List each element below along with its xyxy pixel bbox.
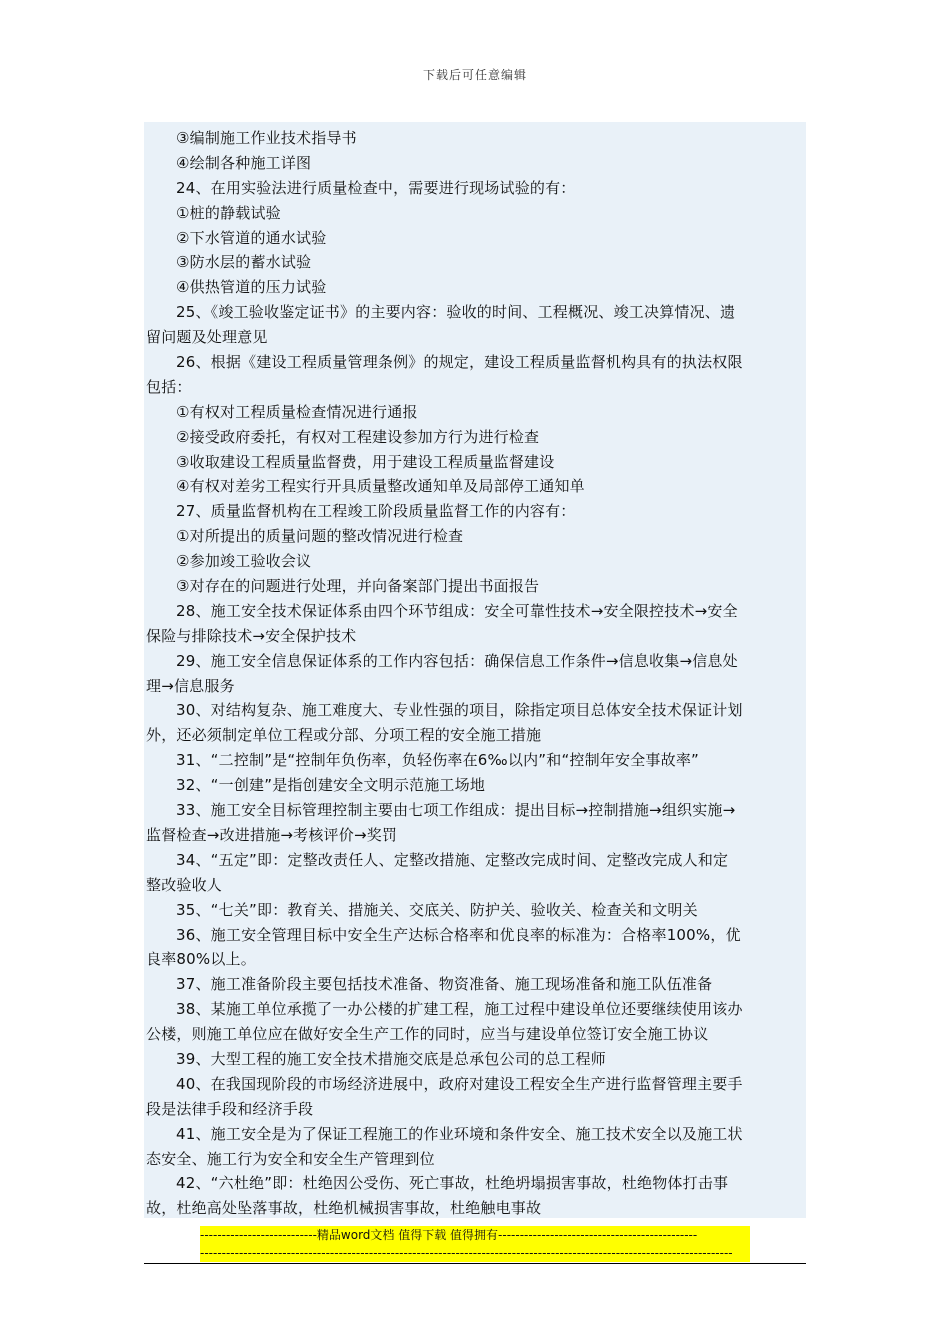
text-line: ③对存在的问题进行处理，并向备案部门提出书面报告 [176,577,540,596]
footer-banner [200,1226,750,1262]
text-line: 保险与排除技术→安全保护技术 [146,626,357,645]
text-line: 27、质量监督机构在工程竣工阶段质量监督工作的内容有： [176,502,576,521]
text-line: 26、根据《建设工程质量管理条例》的规定，建设工程质量监督机构具有的执法权限 [176,353,743,372]
document-body [144,122,806,1218]
text-line: 34、“五定”即：定整改责任人、定整改措施、定整改完成时间、定整改完成人和定 [176,850,729,869]
text-line: 监督检查→改进措施→考核评价→奖罚 [146,825,398,844]
text-line: 33、施工安全目标管理控制主要由七项工作组成：提出目标→控制措施→组织实施→ [176,801,736,820]
text-line: ①桩的静载试验 [176,203,281,222]
text-line: 故，杜绝高处坠落事故，杜绝机械损害事故，杜绝触电事故 [146,1199,542,1218]
text-line: ②接受政府委托，有权对工程建设参加方行为进行检查 [176,427,540,446]
text-line: 39、大型工程的施工安全技术措施交底是总承包公司的总工程师 [176,1049,606,1068]
text-line: 32、“一创建”是指创建安全文明示范施工场地 [176,776,486,795]
text-line: 36、施工安全管理目标中安全生产达标合格率和优良率的标准为：合格率100%，优 [176,925,741,944]
text-line: ④供热管道的压力试验 [176,278,327,297]
text-line: 外，还必须制定单位工程或分部、分项工程的安全施工措施 [146,726,542,745]
text-line: 25、《竣工验收鉴定证书》的主要内容：验收的时间、工程概况、竣工决算情况、遗 [176,303,736,322]
text-line: ①对所提出的质量问题的整改情况进行检查 [176,527,464,546]
text-lines [144,122,806,1218]
text-line: 31、“二控制”是“控制年负伤率，负轻伤率在6‰以内”和“控制年安全事故率” [176,751,699,770]
text-line: ③防水层的蓄水试验 [176,253,312,272]
text-line: 29、施工安全信息保证体系的工作内容包括：确保信息工作条件→信息收集→信息处 [176,651,738,670]
text-line: 理→信息服务 [146,676,235,695]
text-line: ①有权对工程质量检查情况进行通报 [176,402,418,421]
footer-divider [144,1263,806,1264]
text-line: 24、在用实验法进行质量检查中，需要进行现场试验的有： [176,178,576,197]
text-line: 28、施工安全技术保证体系由四个环节组成：安全可靠性技术→安全限控技术→安全 [176,601,738,620]
text-line: 40、在我国现阶段的市场经济进展中，政府对建设工程安全生产进行监督管理主要手 [176,1074,743,1093]
text-line: 37、施工准备阶段主要包括技术准备、物资准备、施工现场准备和施工队伍准备 [176,975,713,994]
text-line: 38、某施工单位承揽了一办公楼的扩建工程，施工过程中建设单位还要继续使用该办 [176,1000,743,1019]
text-line: 公楼，则施工单位应在做好安全生产工作的同时，应当与建设单位签订安全施工协议 [146,1025,709,1044]
text-line: 30、对结构复杂、施工难度大、专业性强的项目，除指定项目总体安全技术保证计划 [176,701,743,720]
text-line: ③收取建设工程质量监督费，用于建设工程质量监督建设 [176,452,555,471]
text-line: 良率80%以上。 [146,950,256,969]
footer-banner-line-2: --------------------------------------------------------------------------------------------------------------------------- [200,1246,733,1260]
text-line: 态安全、施工行为安全和安全生产管理到位 [146,1149,435,1168]
text-line: ③编制施工作业技术指导书 [176,129,357,147]
text-line: 42、“六杜绝”即：杜绝因公受伤、死亡事故，杜绝坍塌损害事故，杜绝物体打击事 [176,1174,729,1193]
footer-banner-line-1: ---------------------------精品word文档 值得下载 值得拥有---------------------------------------------- [200,1228,698,1242]
text-line: 41、施工安全是为了保证工程施工的作业环境和条件安全、施工技术安全以及施工状 [176,1124,743,1143]
text-line: ②下水管道的通水试验 [176,228,327,247]
text-line: 包括： [146,377,192,396]
page-header: 下载后可任意编辑 [422,68,527,82]
text-line: ④有权对差劣工程实行开具质量整改通知单及局部停工通知单 [176,477,585,496]
text-line: 35、“七关”即：教育关、措施关、交底关、防护关、验收关、检查关和文明关 [176,900,698,919]
text-line: ②参加竣工验收会议 [176,552,312,571]
text-line: 留问题及处理意见 [146,328,268,347]
text-line: ④绘制各种施工详图 [176,153,312,172]
text-line: 段是法律手段和经济手段 [146,1099,314,1118]
text-line: 整改验收人 [146,875,223,894]
